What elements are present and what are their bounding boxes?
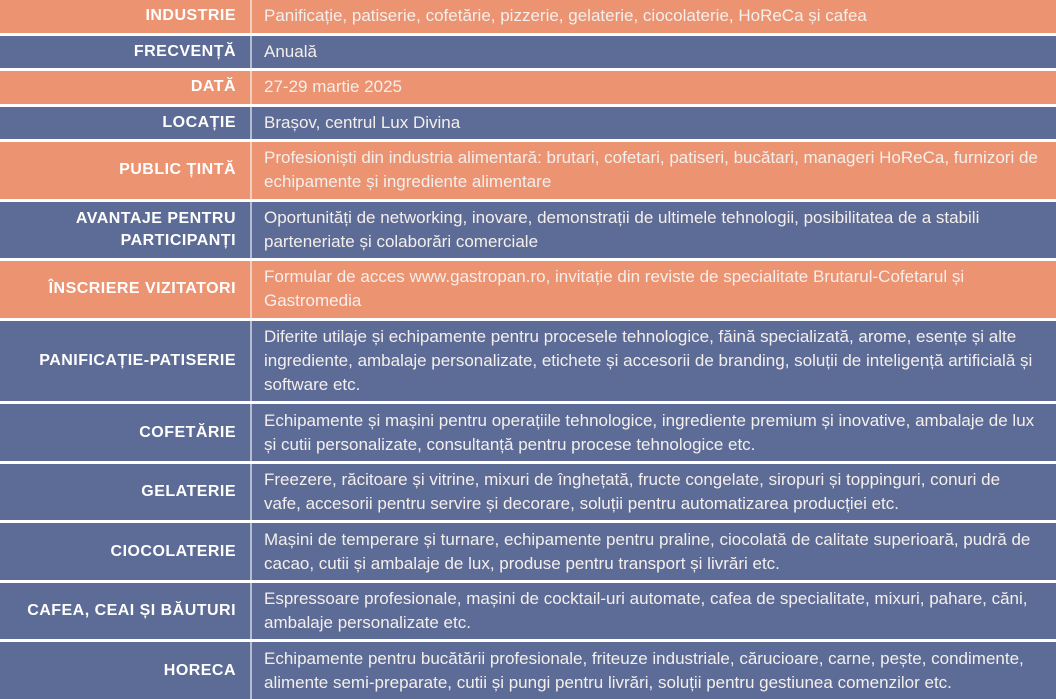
row-value: Anuală xyxy=(250,36,1056,69)
row-label: LOCAȚIE xyxy=(162,113,236,131)
row-value: Diferite utilaje și echipamente pentru procesele tehnologice, făină specializată, arome, esențe și alte ingrediente, ambalaje personalizate, etichete și accesorii de branding, soluții de inteligență artificială și software etc. xyxy=(250,321,1056,402)
table-row xyxy=(0,642,1056,699)
table-row xyxy=(0,523,1056,580)
row-label: FRECVENȚĂ xyxy=(133,42,236,60)
row-label: GELATERIE xyxy=(141,483,236,501)
row-value: Espressoare profesionale, mașini de cocktail-uri automate, cafea de specialitate, mixuri, pahare, căni, ambalaje personalizate etc. xyxy=(250,583,1056,640)
row-value: 27-29 martie 2025 xyxy=(250,71,1056,104)
table-row xyxy=(0,321,1056,402)
row-label: COFETĂRIE xyxy=(139,423,236,441)
table-row xyxy=(0,583,1056,640)
row-label: ÎNSCRIERE VIZITATORI xyxy=(48,280,236,298)
row-label: CIOCOLATERIE xyxy=(110,542,236,560)
row-label: INDUSTRIE xyxy=(145,7,236,25)
table-row xyxy=(0,261,1056,318)
row-value: Mașini de temperare și turnare, echipamente pentru praline, ciocolată de calitate superioară, pudră de cacao, cutii și ambalaje de lux, produse pentru transport și livrări etc. xyxy=(250,523,1056,580)
row-label: DATĂ xyxy=(190,78,236,96)
row-value: Oportunități de networking, inovare, demonstrații de ultimele tehnologii, posibilitatea de a stabili parteneriate și colaborări comerciale xyxy=(250,202,1056,259)
row-value: Formular de acces www.gastropan.ro, invitație din reviste de specialitate Brutarul-Cofetarul și Gastromedia xyxy=(250,261,1056,318)
row-label: HORECA xyxy=(163,661,236,679)
table-row xyxy=(0,107,1056,140)
table-row xyxy=(0,404,1056,461)
row-value: Echipamente și mașini pentru operațiile tehnologice, ingrediente premium și inovative, ambalaje de lux și cutii personalizate, consultanță pentru procese tehnologice etc. xyxy=(250,404,1056,461)
row-value: Brașov, centrul Lux Divina xyxy=(250,107,1056,140)
row-value: Profesioniști din industria alimentară: brutari, cofetari, patiseri, bucătari, manageri HoReCa, furnizori de echipamente și ingrediente alimentare xyxy=(250,142,1056,199)
row-label: PANIFICAȚIE-PATISERIE xyxy=(39,351,236,369)
row-value: Panificație, patiserie, cofetărie, pizzerie, gelaterie, ciocolaterie, HoReCa și cafea xyxy=(250,0,1056,33)
row-label: PUBLIC ȚINTĂ xyxy=(119,161,236,179)
table-row xyxy=(0,202,1056,259)
row-value: Freezere, răcitoare și vitrine, mixuri de înghețată, fructe congelate, siropuri și toppinguri, conuri de vafe, accesorii pentru servire și decorare, soluții pentru automatizarea producției etc. xyxy=(250,464,1056,521)
row-label: CAFEA, CEAI ȘI BĂUTURI xyxy=(27,602,236,620)
table-row xyxy=(0,36,1056,69)
row-label: AVANTAJE PENTRU PARTICIPANȚI xyxy=(75,209,236,249)
table-row xyxy=(0,71,1056,104)
table-row xyxy=(0,142,1056,199)
table-row xyxy=(0,464,1056,521)
row-value: Echipamente pentru bucătării profesionale, friteuze industriale, cărucioare, carne, pește, condimente, alimente semi-preparate, cutii și pungi pentru livrări, soluții pentru gestiunea comenzilor etc. xyxy=(250,642,1056,699)
table-row xyxy=(0,0,1056,33)
